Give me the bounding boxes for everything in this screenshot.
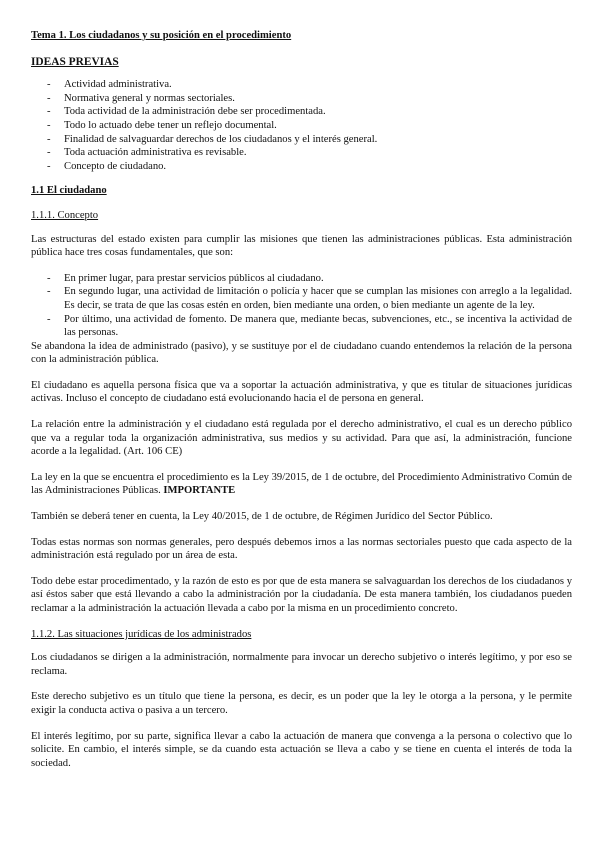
- paragraph: También se deberá tener en cuenta, la Ley 40/2015, de 1 de octubre, de Régimen Jurídico del Sector Público.: [31, 511, 493, 523]
- ideas-previas-heading: IDEAS PREVIAS: [31, 55, 119, 68]
- list-item: - Normativa general y normas sectoriales.: [47, 92, 235, 104]
- subsection-heading-1-1-1: 1.1.1. Concepto: [31, 209, 99, 221]
- list-item: - Toda actividad de la administración debe ser procedimentada.: [47, 106, 326, 118]
- list-item: - Actividad administrativa.: [47, 79, 172, 91]
- subsection-heading-1-1-2: 1.1.2. Las situaciones jurídicas de los administrados: [31, 628, 252, 640]
- dash-bullet-icon: -: [47, 160, 51, 172]
- list-item: - Concepto de ciudadano.: [47, 160, 167, 172]
- list-item: - Por último, una actividad de fomento. De manera que, mediante becas, subvenciones, etc., se incentiva la actividad de las personas.: [47, 313, 572, 339]
- list-item: - En primer lugar, para prestar servicios públicos al ciudadano.: [47, 272, 324, 284]
- dash-bullet-icon: -: [47, 272, 51, 284]
- dash-bullet-icon: -: [47, 79, 51, 91]
- dash-bullet-icon: -: [47, 133, 51, 145]
- list-item: - En segundo lugar, una actividad de limitación o policía y hacer que se cumplan las misiones con arreglo a la legalidad. Es decir, se trata de que las cosas estén en orden, bien mediante una orden, o bien mediante un agente de la ley.: [47, 286, 572, 311]
- list-item: - Finalidad de salvaguardar derechos de los ciudadanos y el interés general.: [47, 133, 378, 145]
- list-item: - Todo lo actuado debe tener un reflejo documental.: [47, 119, 277, 131]
- important-label: IMPORTANTE: [163, 485, 236, 497]
- dash-bullet-icon: -: [47, 106, 51, 118]
- paragraph-intro: Las estructuras del estado existen para cumplir las misiones que tienen las administraciones públicas. Esta administración pública hace tres cosas fundamentales, que son:: [31, 233, 572, 259]
- paragraph: La relación entre la administración y el ciudadano está regulada por el derecho administrativo, el cual es un derecho público que va a regular toda la organización administrativa, sus medios y su actividad. Para que así, la administración, funcione acorde a la legalidad. (Art. 106 CE): [31, 419, 572, 458]
- dash-bullet-icon: -: [47, 313, 51, 325]
- dash-bullet-icon: -: [47, 147, 51, 159]
- paragraph: Todo debe estar procedimentado, y la razón de esto es por que de esta manera se salvaguardan los derechos de los ciudadanos y así éstos saber que está llevando a cabo la administración por la ciudadanía. De esta manera también, los ciudadanos pueden reclamar a la administración la actuación llevada a cabo por la misma en un procedimiento concreto.: [31, 575, 572, 614]
- paragraph: El ciudadano es aquella persona física que va a soportar la actuación administrativa, y que es titular de situaciones jurídicas activas. Incluso el concepto de ciudadano está evolucionando hacia el de persona en general.: [31, 379, 572, 405]
- dash-bullet-icon: -: [47, 92, 51, 104]
- dash-bullet-icon: -: [47, 119, 51, 131]
- paragraph: Este derecho subjetivo es un título que tiene la persona, es decir, es un poder que la ley le otorga a la persona, y le permite exigir la conducta activa o pasiva a un tercero.: [31, 691, 572, 716]
- functions-list: [31, 272, 572, 340]
- ideas-previas-list: [31, 78, 572, 173]
- section-heading-1-1: 1.1 El ciudadano: [31, 185, 107, 197]
- paragraph: Se abandona la idea de administrado (pasivo), y se sustituye por el de ciudadano cuando entendemos la relación de la persona con la administración pública.: [31, 340, 572, 366]
- page-title: Tema 1. Los ciudadanos y su posición en el procedimiento: [31, 30, 292, 41]
- paragraph: Los ciudadanos se dirigen a la administración, normalmente para invocar un derecho subjetivo o interés legítimo, y por eso se reclama.: [31, 652, 572, 677]
- paragraph-ley-39-2015: La ley en la que se encuentra el procedimiento es la Ley 39/2015, de 1 de octubre, del Procedimiento Administrativo Común de las Administraciones Públicas. IMPORTANTE: [31, 471, 573, 497]
- paragraph: Todas estas normas son normas generales, pero después debemos irnos a las normas sectoriales puesto que cada aspecto de la administración está regulado por un área de esta.: [31, 536, 572, 562]
- paragraph: El interés legítimo, por su parte, significa llevar a cabo la actuación de manera que convenga a la persona o colectivo que lo solicite. En cambio, el interés simple, se da cuando esta actuación se lleva a cabo y se tiene en cuenta el interés de toda la sociedad.: [31, 730, 572, 769]
- dash-bullet-icon: -: [47, 286, 51, 298]
- list-item: - Toda actuación administrativa es revisable.: [47, 147, 247, 159]
